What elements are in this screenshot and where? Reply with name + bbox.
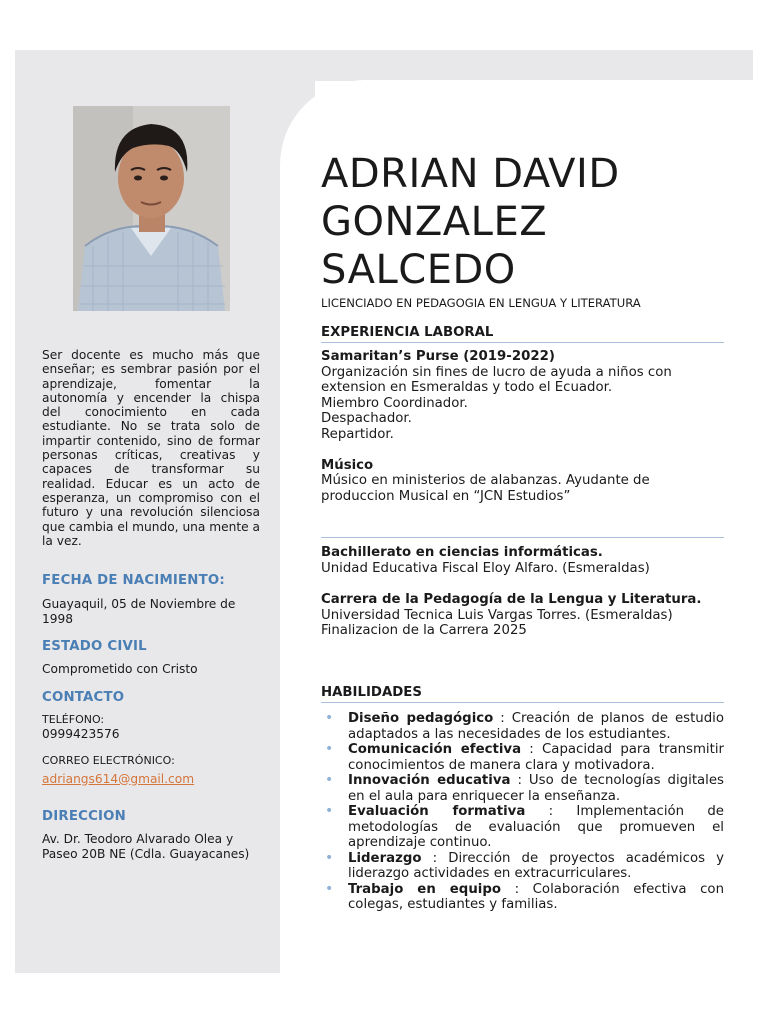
job-line: Despachador. xyxy=(321,411,412,427)
job-title: Músico xyxy=(321,457,374,473)
education-line: Finalizacion de la Carrera 2025 xyxy=(321,623,527,639)
contact-heading: CONTACTO xyxy=(42,690,125,705)
name-line-1: ADRIAN DAVID xyxy=(321,151,620,197)
skill-desc: : Dirección de proyectos académicos y liderazgo actividades en extracurriculares. xyxy=(348,850,724,881)
bullet-icon: • xyxy=(325,710,334,726)
name-line-2: GONZALEZ xyxy=(321,199,548,245)
job-line: Músico en ministerios de alabanzas. Ayudante de produccion Musical en “JCN Estudios” xyxy=(321,473,650,504)
skill-desc: : Uso de tecnologías digitales en el aula para enriquecer la enseñanza. xyxy=(348,773,724,804)
skill-name: Comunicación efectiva xyxy=(348,742,522,757)
skill-desc: : Colaboración efectiva con colegas, estudiantes y familias. xyxy=(348,881,724,912)
list-item xyxy=(321,882,724,913)
job-line: Miembro Coordinador. xyxy=(321,395,468,411)
phone-label: TELÉFONO: xyxy=(42,713,105,726)
portrait-image xyxy=(73,106,230,311)
list-item xyxy=(321,742,724,773)
education-divider xyxy=(321,537,724,538)
bullet-icon: • xyxy=(325,803,334,819)
address-heading: DIRECCION xyxy=(42,809,127,824)
name-line-3: SALCEDO xyxy=(321,247,516,293)
job-line: Repartidor. xyxy=(321,426,394,442)
profile-photo xyxy=(73,106,230,311)
skill-name: Trabajo en equipo xyxy=(348,881,501,897)
address-section xyxy=(42,809,260,861)
skill-desc: : Creación de planos de estudio adaptados a las necesidades de los estudiantes. xyxy=(348,711,724,742)
contact-section xyxy=(42,690,260,787)
civil-section xyxy=(42,639,260,677)
job-line: Organización sin fines de lucro de ayuda a niños con extension en Esmeraldas y todo el Ecuador. xyxy=(321,364,672,396)
civil-heading: ESTADO CIVIL xyxy=(42,639,147,654)
bullet-icon: • xyxy=(325,880,334,897)
civil-value: Comprometido con Cristo xyxy=(42,662,198,676)
education-section xyxy=(321,537,724,639)
skill-name: Innovación educativa xyxy=(348,773,511,788)
skills-heading: HABILIDADES xyxy=(321,685,724,703)
birth-section xyxy=(42,573,260,626)
email-link[interactable]: adriangs614@gmail.com xyxy=(42,771,195,786)
skill-name: Evaluación formativa xyxy=(348,804,526,819)
education-line: Unidad Educativa Fiscal Eloy Alfaro. (Esmeraldas) xyxy=(321,560,650,576)
experience-heading: EXPERIENCIA LABORAL xyxy=(321,325,724,343)
full-name xyxy=(321,150,724,294)
bullet-icon: • xyxy=(325,772,334,788)
bullet-icon: • xyxy=(325,849,334,866)
skill-desc: : Implementación de metodologías de evaluación que promueven el aprendizaje continuo. xyxy=(348,804,724,850)
list-item xyxy=(321,773,724,804)
experience-section xyxy=(321,325,724,504)
education-line: Universidad Tecnica Luis Vargas Torres. (Esmeraldas) xyxy=(321,607,673,623)
skills-list xyxy=(321,711,724,913)
email-label: CORREO ELECTRÓNICO: xyxy=(42,753,175,767)
skill-name: Diseño pedagógico xyxy=(348,711,494,726)
bullet-icon: • xyxy=(325,741,334,757)
professional-title: LICENCIADO EN PEDAGOGIA EN LENGUA Y LITERATURA xyxy=(321,296,641,310)
education-title: Carrera de la Pedagogía de la Lengua y Literatura. xyxy=(321,592,702,608)
bio-paragraph: Ser docente es mucho más que enseñar; es sembrar pasión por el aprendizaje, fomentar la autonomía y encender la chispa del conocimiento en cada estudiante. No se trata solo de impartir contenido, sino de formar personas críticas, creativas y capaces de transformar su realidad. Educar es un acto de esperanza, un compromiso con el futuro y una revolución silenciosa que cambia el mundo, una mente a la vez. xyxy=(42,348,260,548)
list-item xyxy=(321,711,724,742)
top-band-background xyxy=(15,50,753,81)
list-item xyxy=(321,804,724,851)
phone-value: 0999423576 xyxy=(42,727,120,741)
birth-value: Guayaquil, 05 de Noviembre de 1998 xyxy=(42,597,236,626)
job-title: Samaritan’s Purse (2019-2022) xyxy=(321,349,555,364)
education-title: Bachillerato en ciencias informáticas. xyxy=(321,545,603,560)
skill-desc: : Capacidad para transmitir conocimientos de manera clara y motivadora. xyxy=(348,742,724,773)
skill-name: Liderazgo xyxy=(348,850,422,866)
birth-heading: FECHA DE NACIMIENTO: xyxy=(42,573,225,588)
address-value: Av. Dr. Teodoro Alvarado Olea y Paseo 20B NE (Cdla. Guayacanes) xyxy=(42,832,250,861)
skills-section xyxy=(321,685,724,913)
list-item xyxy=(321,851,724,882)
